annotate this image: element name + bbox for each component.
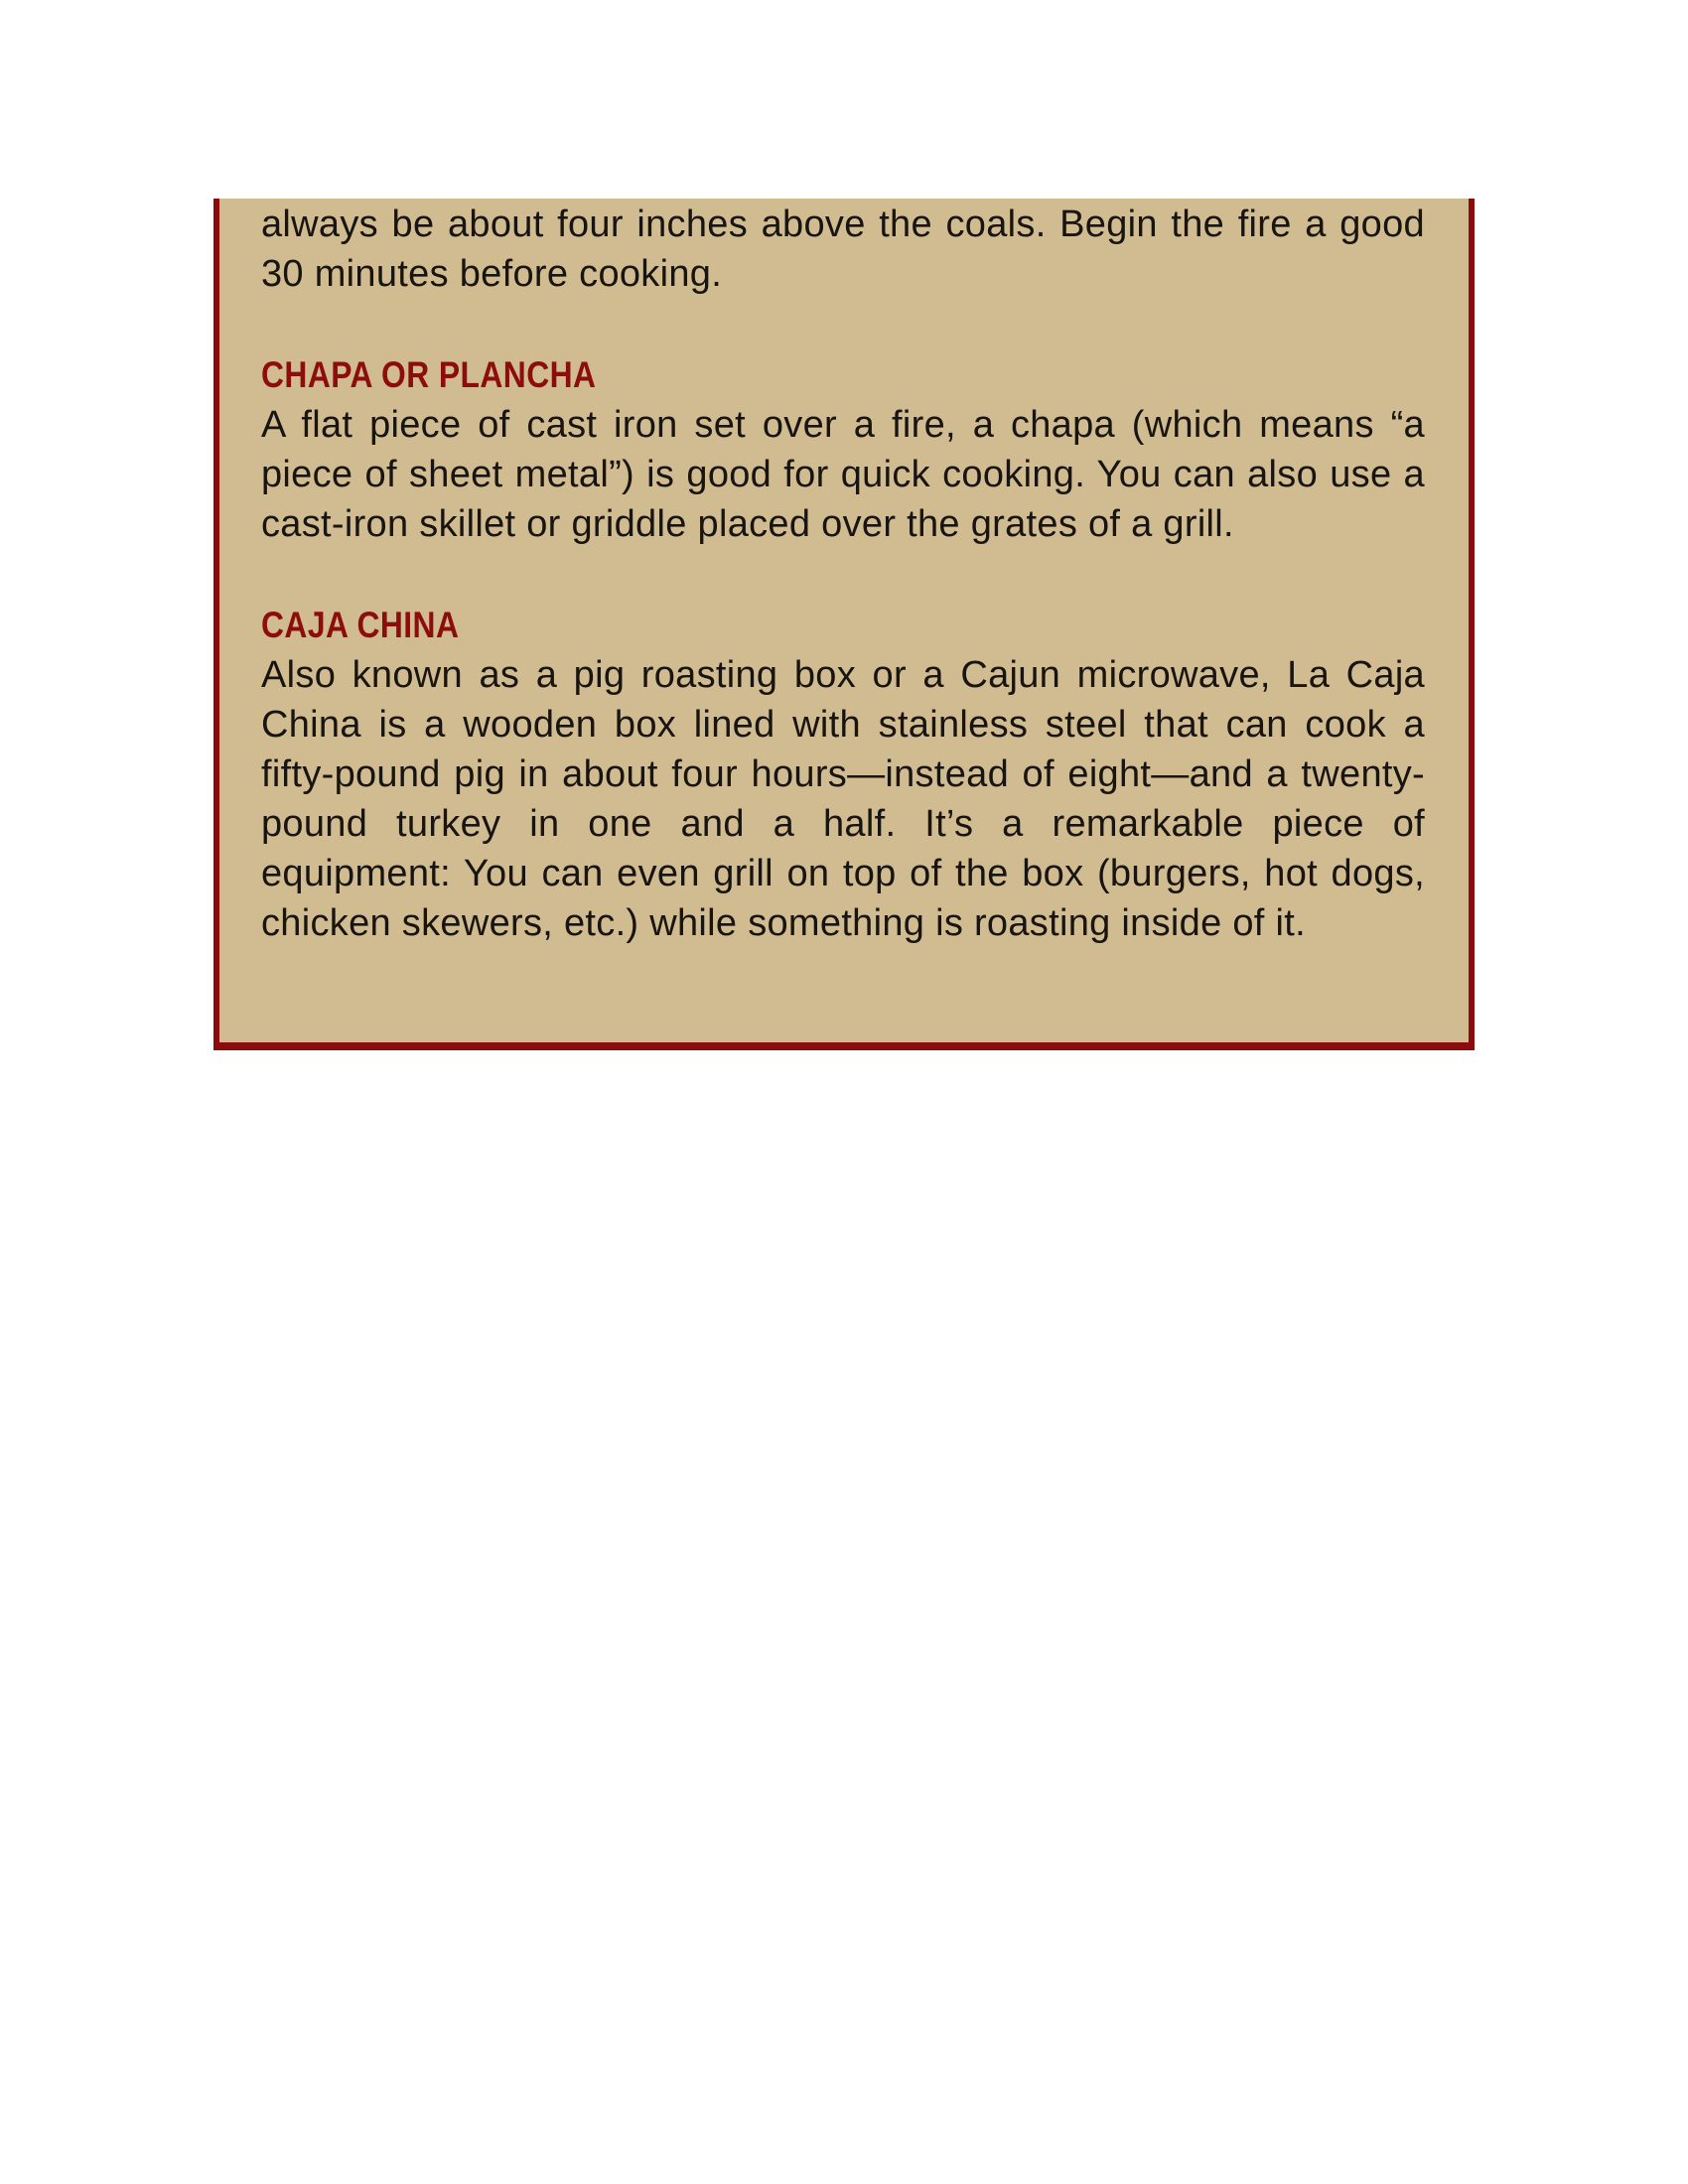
section-heading-caja-china: CAJA CHINA xyxy=(261,605,460,645)
section-heading-chapa: CHAPA OR PLANCHA xyxy=(261,354,597,395)
section-body-caja-china: Also known as a pig roasting box or a Cajun microwave, La Caja China is a wooden box lined with stainless steel that can cook a fifty-pound pig in about four hours—instead of eight—and a twenty-pound turkey in one and a half. It’s a remarkable piece of equipment: You can even grill on top of the box (burgers, hot dogs, chicken skewers, etc.) while something is roasting inside of it. xyxy=(261,654,1425,944)
section-body-chapa: A flat piece of cast iron set over a fire, a chapa (which means “a piece of sheet metal”) is good for quick cooking. You can also use a cast-iron skillet or griddle placed over the grates of a grill. xyxy=(261,404,1425,545)
sidebar-box xyxy=(213,199,1475,1050)
intro-paragraph: always be about four inches above the coals. Begin the fire a good 30 minutes before cooking. xyxy=(261,204,1425,295)
